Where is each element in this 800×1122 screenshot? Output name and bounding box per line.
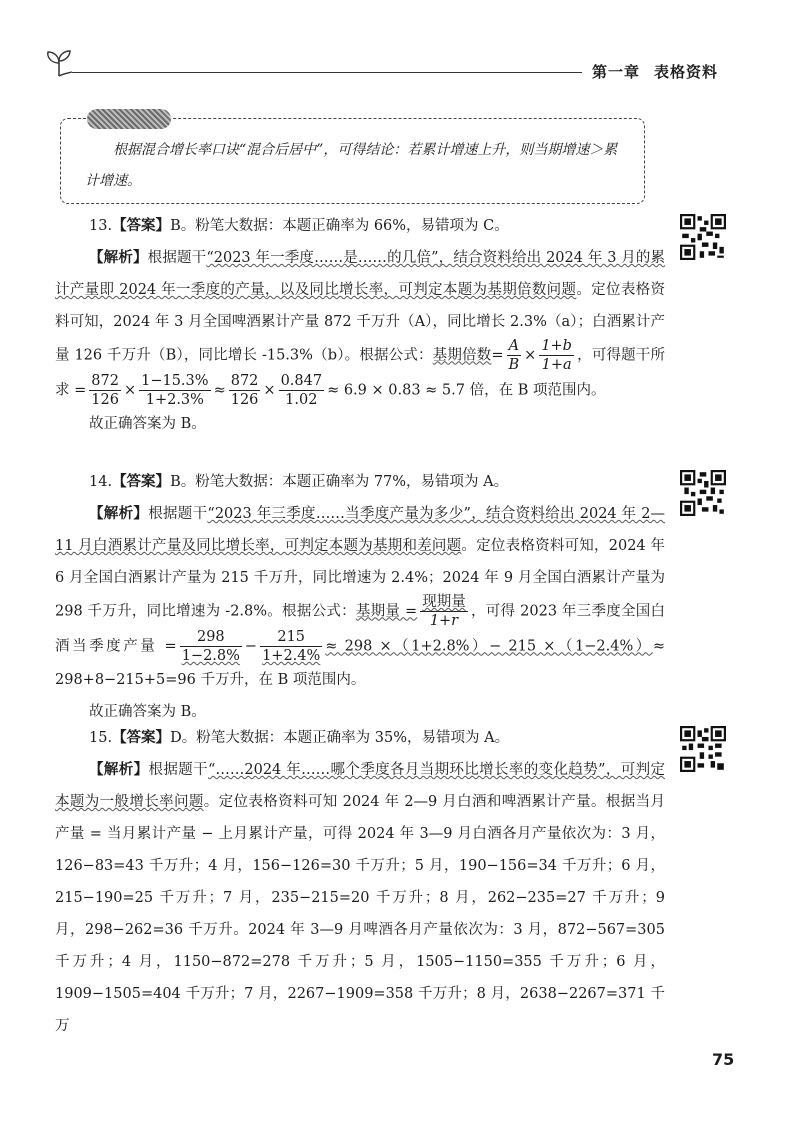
q15-answer-line: 15.【答案】D。粉笔大数据：本题正确率为 35%，易错项为 A。 xyxy=(89,729,510,746)
q13-analysis-tag: 【解析】 xyxy=(89,249,148,266)
qr-code-icon xyxy=(680,214,726,260)
q13-operator: ≈ xyxy=(213,382,226,399)
chapter-title: 表格资料 xyxy=(654,63,719,81)
q13-fraction-decimal: $\frac{0.847}{1.02}$ xyxy=(280,373,323,408)
q13-fraction-ab: $\frac{A}{B}$ xyxy=(508,338,520,373)
q15-analysis-key: “……2024 年……哪个季度各月当期环比增长率的变化趋势”，可判定本题为一般增长率问题 xyxy=(55,762,666,810)
q15-analysis-text: 。定位表格资料可知 2024 年 2—9 月白酒和啤酒累计产量。根据当月产量 = 当月累计产量 − 上月累计产量，可得 2024 年 3—9 月白酒各月产量依次为：3 月，126−83=43 千万升；4 月，156−126=30 千万升；5 月，190−156=34 千万升；6 月，215−190=25 千万升；7 月，235−215=20 千万升；8 月，262−235=27 千万升；9 月，298−262=36 千万升。2024 年 3—9 月啤酒各月产量依次为：3 月，872−567=305 千万升；4 月，1150−872=278 千万升；5 月，1505−1150=355 千万升；6 月，1909−1505=404 千万升；7 月，2267−1909=358 千万升；8 月，2638−2267=371 千万 xyxy=(55,794,666,1034)
q14-analysis-key: “2023 年三季度……当季度产量为多少”，结合资料给出 2024 年 2—11 月白酒累计产量及同比增长率，可判定本题为基期和差问题 xyxy=(55,506,665,554)
q14-formula-name: 基期量 = xyxy=(355,603,418,620)
q15-answer-tag: 【答案】 xyxy=(112,729,171,746)
q15-analysis-text: 根据题干 xyxy=(148,762,208,778)
q14-answer-tag: 【答案】 xyxy=(112,473,171,490)
q15-analysis-tag: 【解析】 xyxy=(89,761,149,778)
q13-analysis-result: ≈ 6.9 × 0.83 ≈ 5.7 倍，在 B 项范围内。 xyxy=(327,382,606,399)
q14-analysis-text: 根据题干 xyxy=(148,506,208,522)
q13-fraction-values-2: $\frac{872}{126}$ xyxy=(230,373,259,408)
q14-operator: − xyxy=(244,638,258,655)
q14-analysis-text: 。定位表格资料可知，2024 年 6 月全国白酒累计产量为 215 千万升，同比增速为 2.4%；2024 年 9 月全国白酒累计产量为 298 千万升，同比增速为 -2.8%。根据公式： xyxy=(55,538,665,620)
q13-fraction-values: $\frac{872}{126}$ xyxy=(91,373,119,408)
sprout-logo-icon xyxy=(44,48,74,78)
q14-fraction-jun: $\frac{215}{1+2.4\%}$ xyxy=(262,629,321,664)
q14-fraction-base: $\frac{\text{现期量}}{1+r}$ xyxy=(422,594,466,629)
q13-operator: × xyxy=(524,347,537,364)
question-13 xyxy=(55,210,665,440)
q15-analysis xyxy=(55,754,665,1042)
q14-analysis-result: ≈ 298+8−215+5=96 千万升，在 B 项范围内。 xyxy=(55,638,666,688)
q13-analysis-text: 。定位表格资料可知，2024 年 3 月全国啤酒累计产量 872 千万升（A），同比增长 2.3%（a）；白酒累计产量 126 千万升（B），同比增长 -15.3%（b）。根据公式： xyxy=(55,282,665,364)
q13-fraction-rates: $\frac{1+b}{1+a}$ xyxy=(541,338,572,373)
q14-conclusion: 故正确答案为 B。 xyxy=(89,704,206,720)
q13-formula-name: 基期倍数 xyxy=(432,347,492,364)
q13-answer-line: 13.【答案】B。粉笔大数据：本题正确率为 66%，易错项为 C。 xyxy=(89,217,509,234)
q14-analysis-tag: 【解析】 xyxy=(89,505,149,522)
chapter-heading xyxy=(592,61,718,82)
q13-analysis-text: 根据题干 xyxy=(147,250,207,266)
q14-fraction-sep: $\frac{298}{1-2.8\%}$ xyxy=(181,629,240,664)
q13-answer-tag: 【答案】 xyxy=(112,217,171,234)
q14-answer-line: 14.【答案】B。粉笔大数据：本题正确率为 77%，易错项为 A。 xyxy=(89,473,509,490)
q13-fraction-percent: $\frac{1-15.3\%}{1+2.3\%}$ xyxy=(141,373,209,408)
q14-answer-text: B。粉笔大数据：本题正确率为 77%，易错项为 A。 xyxy=(170,474,509,490)
q14-approximation: ≈ 298 ×（1+2.8%）− 215 ×（1−2.4%） xyxy=(325,638,653,655)
tip-badge-icon xyxy=(87,109,171,129)
q13-operator: = xyxy=(491,347,504,364)
q13-conclusion: 故正确答案为 B。 xyxy=(89,416,206,432)
question-14 xyxy=(55,466,665,728)
tip-text: 根据混合增长率口诀“混合后居中”，可得结论：若累计增速上升，则当期增速＞累计增速。 xyxy=(85,142,618,189)
q13-analysis-key: “2023 年一季度……是……的几倍”，结合资料给出 2024 年 3 月的累计产量即 2024 年一季度的产量，以及同比增长率，可判定本题为基期倍数问题 xyxy=(55,250,666,298)
tip-box xyxy=(60,118,645,204)
q14-analysis-text: ，可得 2023 年三季度全国白酒当季度产量 = xyxy=(55,603,666,655)
qr-code-icon xyxy=(680,726,726,772)
q13-analysis: 【解析】根据题干“2023 年一季度……是……的几倍”，结合资料给出 2024 年 3 月的累计产量即 2024 年一季度的产量，以及同比增长率，可判定本题为基期倍数问题。定位表格资料可知，2024 年 3 月全国啤酒累计产量 872 千万升（A），同比增长 2.3%（a）；白酒累计产量 126 千万升（B），同比增长 -15.3%（b）。根据公式：基期倍数= $\frac{A}{B}$ × $\frac{1+b}{1+a}$ ，可得题干所求 = $\frac{872}{126}$ × $\frac{1-15.3\%}{1+2.3\%}$ ≈ $\frac{872}{126}$ × $\frac{0.847}{1.02}$ ≈ 6.9 × 0.83 ≈ 5.7 倍，在 B 项范围内。 xyxy=(55,249,666,408)
q13-analysis-text: ，可得题干所求 = xyxy=(55,347,666,399)
q15-answer-text: D。粉笔大数据：本题正确率为 35%，易错项为 A。 xyxy=(170,730,510,746)
header-rule xyxy=(72,72,582,73)
q14-analysis xyxy=(55,498,665,696)
q13-answer-text: B。粉笔大数据：本题正确率为 66%，易错项为 C。 xyxy=(170,218,509,234)
question-15 xyxy=(55,722,665,1042)
chapter-label: 第一章 xyxy=(592,63,641,81)
qr-code-icon xyxy=(680,470,726,516)
page-number: 75 xyxy=(712,1050,735,1069)
